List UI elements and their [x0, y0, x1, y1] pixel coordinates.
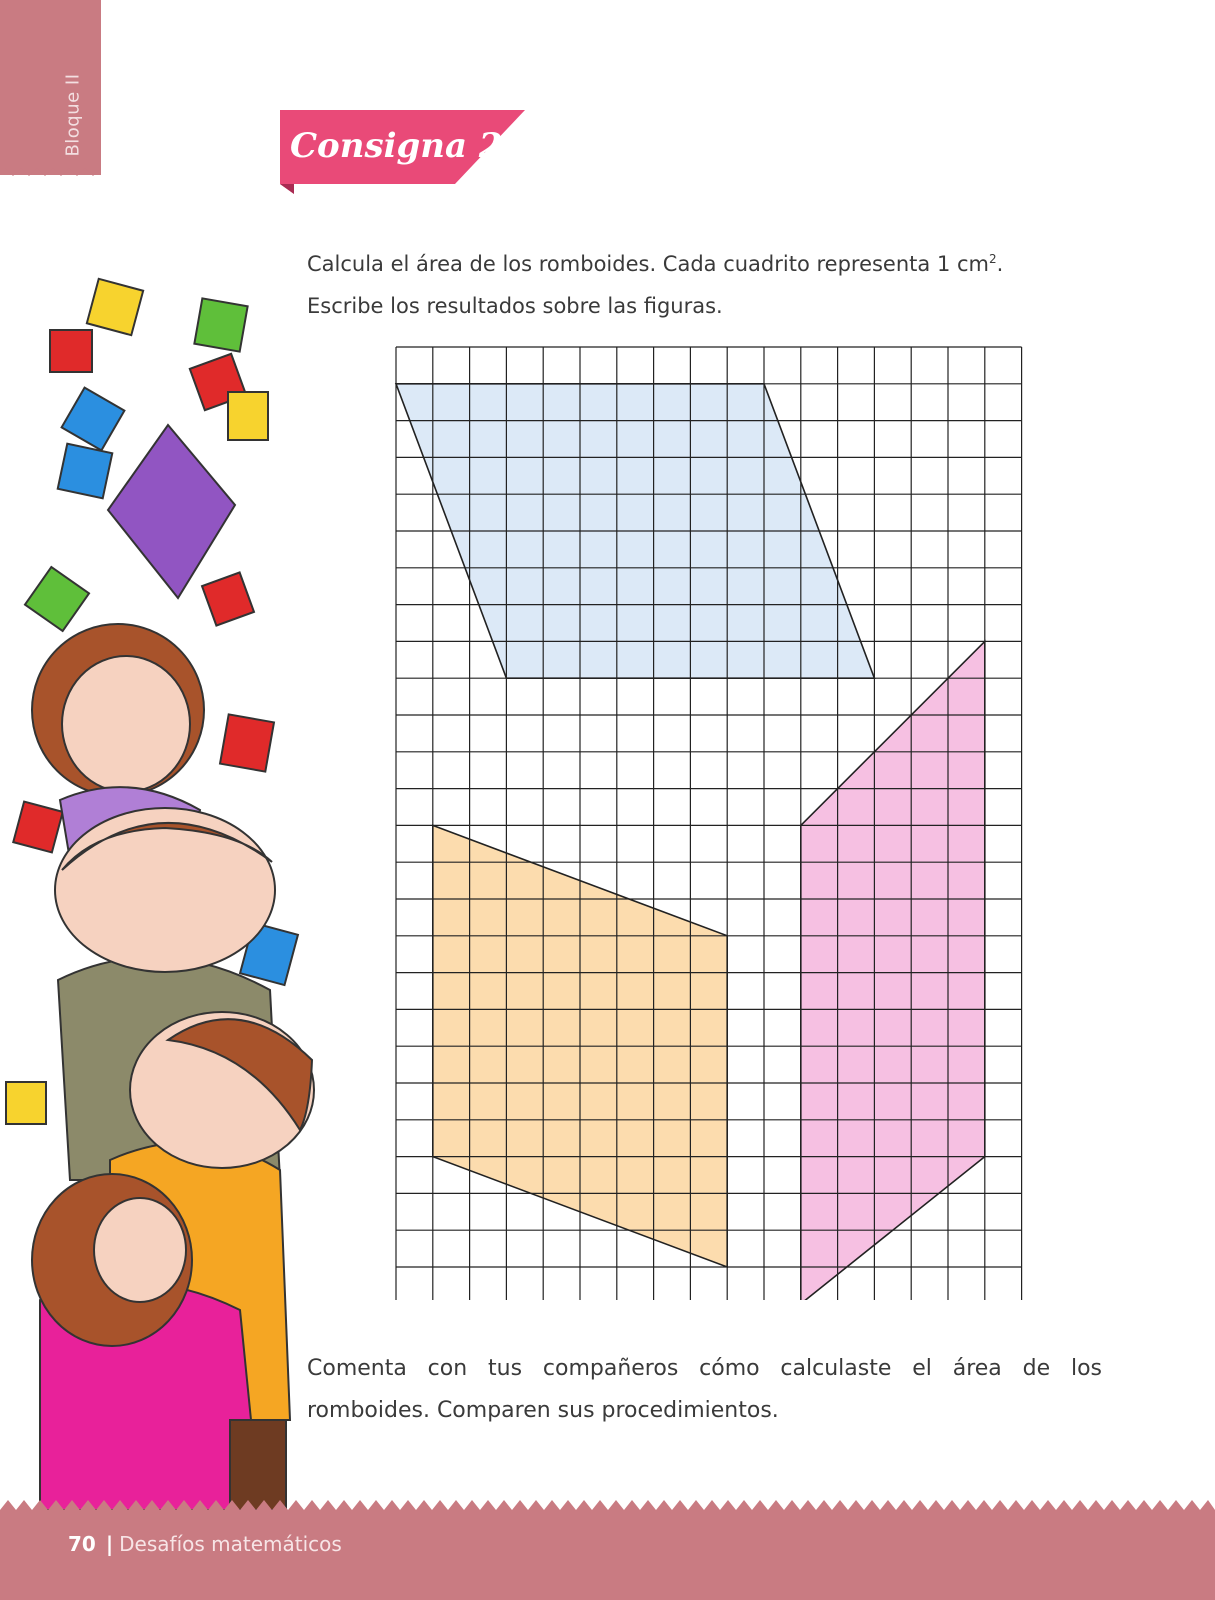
footer	[68, 1532, 342, 1556]
comment-text: Comenta con tus compañeros cómo calculaste el área de los romboides. Comparen sus procedimientos.	[307, 1356, 1102, 1423]
instruction-line-2: Escribe los resultados sobre las figuras.	[307, 294, 723, 318]
instruction-line-1: Calcula el área de los romboides. Cada cuadrito representa 1 $cm^2$.	[307, 252, 1004, 276]
block-label: Bloque II	[62, 73, 84, 157]
page-title: Consigna 2	[290, 126, 503, 166]
footer-separator: |	[105, 1532, 114, 1556]
page-number: 70	[68, 1532, 96, 1556]
book-title: Desafíos matemáticos	[119, 1532, 342, 1556]
pink-romboid	[801, 641, 985, 1300]
